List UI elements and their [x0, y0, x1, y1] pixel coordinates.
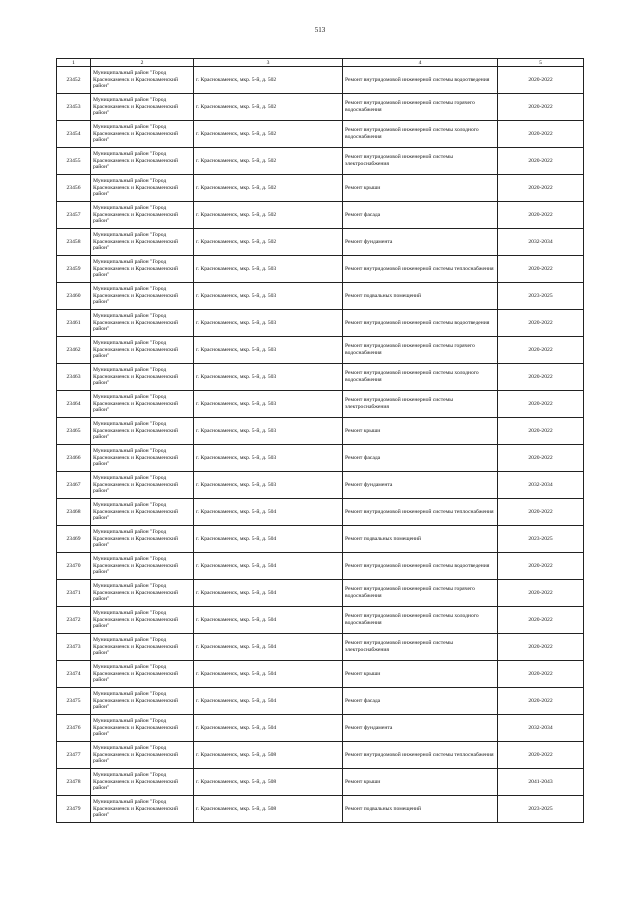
municipality-cell: Муниципальный район "Город Краснокаменск и Краснокаменский район": [91, 526, 194, 553]
municipality-cell: Муниципальный район "Город Краснокаменск и Краснокаменский район": [91, 364, 194, 391]
table-row: [57, 202, 584, 229]
work-type-cell: Ремонт внутридомовой инженерной системы горячего водоснабжения: [343, 337, 498, 364]
municipality-cell: Муниципальный район "Город Краснокаменск и Краснокаменский район": [91, 121, 194, 148]
table-row: [57, 310, 584, 337]
row-number-cell: 23460: [57, 283, 91, 310]
row-number-cell: 23476: [57, 715, 91, 742]
row-number-cell: 23464: [57, 391, 91, 418]
address-cell: г. Краснокаменск, мкр. 5-й, д. 503: [194, 364, 343, 391]
period-cell: 2032-2034: [498, 472, 584, 499]
row-number-cell: 23471: [57, 580, 91, 607]
table-row: [57, 715, 584, 742]
municipality-cell: Муниципальный район "Город Краснокаменск и Краснокаменский район": [91, 607, 194, 634]
municipality-cell: Муниципальный район "Город Краснокаменск и Краснокаменский район": [91, 148, 194, 175]
municipality-cell: Муниципальный район "Город Краснокаменск и Краснокаменский район": [91, 580, 194, 607]
municipality-cell: Муниципальный район "Город Краснокаменск и Краснокаменский район": [91, 310, 194, 337]
municipality-cell: Муниципальный район "Город Краснокаменск и Краснокаменский район": [91, 742, 194, 769]
row-number-cell: 23452: [57, 67, 91, 94]
address-cell: г. Краснокаменск, мкр. 5-й, д. 503: [194, 418, 343, 445]
work-type-cell: Ремонт фундамента: [343, 715, 498, 742]
table-row: [57, 553, 584, 580]
table-row: [57, 229, 584, 256]
table-row: [57, 742, 584, 769]
table-row: [57, 337, 584, 364]
address-cell: г. Краснокаменск, мкр. 5-й, д. 504: [194, 715, 343, 742]
period-cell: 2020-2022: [498, 742, 584, 769]
row-number-cell: 23463: [57, 364, 91, 391]
work-type-cell: Ремонт фасада: [343, 202, 498, 229]
work-type-cell: Ремонт внутридомовой инженерной системы теплоснабжения: [343, 256, 498, 283]
address-cell: г. Краснокаменск, мкр. 5-й, д. 504: [194, 580, 343, 607]
period-cell: 2020-2022: [498, 445, 584, 472]
address-cell: г. Краснокаменск, мкр. 5-й, д. 504: [194, 661, 343, 688]
row-number-cell: 23472: [57, 607, 91, 634]
row-number-cell: 23454: [57, 121, 91, 148]
row-number-cell: 23455: [57, 148, 91, 175]
municipality-cell: Муниципальный район "Город Краснокаменск и Краснокаменский район": [91, 202, 194, 229]
column-header-3: 3: [194, 59, 343, 67]
municipality-cell: Муниципальный район "Город Краснокаменск и Краснокаменский район": [91, 445, 194, 472]
period-cell: 2023-2025: [498, 796, 584, 823]
address-cell: г. Краснокаменск, мкр. 5-й, д. 503: [194, 256, 343, 283]
work-type-cell: Ремонт внутридомовой инженерной системы горячего водоснабжения: [343, 94, 498, 121]
municipality-cell: Муниципальный район "Город Краснокаменск и Краснокаменский район": [91, 283, 194, 310]
work-type-cell: Ремонт фундамента: [343, 229, 498, 256]
address-cell: г. Краснокаменск, мкр. 5-й, д. 508: [194, 742, 343, 769]
work-type-cell: Ремонт внутридомовой инженерной системы теплоснабжения: [343, 742, 498, 769]
municipality-cell: Муниципальный район "Город Краснокаменск и Краснокаменский район": [91, 256, 194, 283]
row-number-cell: 23453: [57, 94, 91, 121]
row-number-cell: 23459: [57, 256, 91, 283]
period-cell: 2020-2022: [498, 148, 584, 175]
period-cell: 2020-2022: [498, 688, 584, 715]
address-cell: г. Краснокаменск, мкр. 5-й, д. 504: [194, 607, 343, 634]
table-row: [57, 283, 584, 310]
address-cell: г. Краснокаменск, мкр. 5-й, д. 503: [194, 472, 343, 499]
period-cell: 2032-2034: [498, 229, 584, 256]
table-row: [57, 67, 584, 94]
table-header: [57, 59, 584, 67]
table-row: [57, 418, 584, 445]
row-number-cell: 23477: [57, 742, 91, 769]
address-cell: г. Краснокаменск, мкр. 5-й, д. 504: [194, 526, 343, 553]
period-cell: 2020-2022: [498, 499, 584, 526]
municipality-cell: Муниципальный район "Город Краснокаменск и Краснокаменский район": [91, 769, 194, 796]
row-number-cell: 23469: [57, 526, 91, 553]
row-number-cell: 23479: [57, 796, 91, 823]
address-cell: г. Краснокаменск, мкр. 5-й, д. 502: [194, 229, 343, 256]
table-body: [57, 67, 584, 823]
row-number-cell: 23478: [57, 769, 91, 796]
work-type-cell: Ремонт внутридомовой инженерной системы водоотведения: [343, 67, 498, 94]
municipality-cell: Муниципальный район "Город Краснокаменск и Краснокаменский район": [91, 634, 194, 661]
row-number-cell: 23467: [57, 472, 91, 499]
work-type-cell: Ремонт подвальных помещений: [343, 526, 498, 553]
work-type-cell: Ремонт внутридомовой инженерной системы теплоснабжения: [343, 499, 498, 526]
row-number-cell: 23466: [57, 445, 91, 472]
period-cell: 2041-2043: [498, 769, 584, 796]
work-type-cell: Ремонт внутридомовой инженерной системы электроснабжения: [343, 634, 498, 661]
address-cell: г. Краснокаменск, мкр. 5-й, д. 504: [194, 553, 343, 580]
table-row: [57, 688, 584, 715]
municipality-cell: Муниципальный район "Город Краснокаменск и Краснокаменский район": [91, 337, 194, 364]
municipality-cell: Муниципальный район "Город Краснокаменск и Краснокаменский район": [91, 67, 194, 94]
municipality-cell: Муниципальный район "Город Краснокаменск и Краснокаменский район": [91, 715, 194, 742]
address-cell: г. Краснокаменск, мкр. 5-й, д. 502: [194, 94, 343, 121]
table-row: [57, 607, 584, 634]
work-type-cell: Ремонт фасада: [343, 688, 498, 715]
address-cell: г. Краснокаменск, мкр. 5-й, д. 508: [194, 769, 343, 796]
table-row: [57, 580, 584, 607]
address-cell: г. Краснокаменск, мкр. 5-й, д. 503: [194, 337, 343, 364]
column-header-1: 1: [57, 59, 91, 67]
row-number-cell: 23475: [57, 688, 91, 715]
municipality-cell: Муниципальный район "Город Краснокаменск и Краснокаменский район": [91, 391, 194, 418]
work-type-cell: Ремонт фасада: [343, 445, 498, 472]
address-cell: г. Краснокаменск, мкр. 5-й, д. 503: [194, 310, 343, 337]
period-cell: 2020-2022: [498, 121, 584, 148]
table-row: [57, 148, 584, 175]
period-cell: 2020-2022: [498, 175, 584, 202]
municipality-cell: Муниципальный район "Город Краснокаменск и Краснокаменский район": [91, 661, 194, 688]
address-cell: г. Краснокаменск, мкр. 5-й, д. 502: [194, 67, 343, 94]
table-row: [57, 769, 584, 796]
period-cell: 2020-2022: [498, 202, 584, 229]
period-cell: 2023-2025: [498, 526, 584, 553]
work-type-cell: Ремонт подвальных помещений: [343, 283, 498, 310]
table-row: [57, 391, 584, 418]
column-header-5: 5: [498, 59, 584, 67]
work-type-cell: Ремонт внутридомовой инженерной системы водоотведения: [343, 553, 498, 580]
table-row: [57, 526, 584, 553]
period-cell: 2023-2025: [498, 283, 584, 310]
municipality-cell: Муниципальный район "Город Краснокаменск и Краснокаменский район": [91, 94, 194, 121]
work-type-cell: Ремонт подвальных помещений: [343, 796, 498, 823]
municipality-cell: Муниципальный район "Город Краснокаменск и Краснокаменский район": [91, 796, 194, 823]
address-cell: г. Краснокаменск, мкр. 5-й, д. 508: [194, 796, 343, 823]
period-cell: 2020-2022: [498, 94, 584, 121]
municipality-cell: Муниципальный район "Город Краснокаменск и Краснокаменский район": [91, 553, 194, 580]
address-cell: г. Краснокаменск, мкр. 5-й, д. 504: [194, 688, 343, 715]
period-cell: 2020-2022: [498, 391, 584, 418]
period-cell: 2020-2022: [498, 310, 584, 337]
work-type-cell: Ремонт крыши: [343, 418, 498, 445]
row-number-cell: 23458: [57, 229, 91, 256]
row-number-cell: 23456: [57, 175, 91, 202]
municipality-cell: Муниципальный район "Город Краснокаменск и Краснокаменский район": [91, 229, 194, 256]
row-number-cell: 23462: [57, 337, 91, 364]
period-cell: 2020-2022: [498, 580, 584, 607]
work-type-cell: Ремонт внутридомовой инженерной системы электроснабжения: [343, 148, 498, 175]
work-type-cell: Ремонт внутридомовой инженерной системы холодного водоснабжения: [343, 121, 498, 148]
work-type-cell: Ремонт внутридомовой инженерной системы водоотведения: [343, 310, 498, 337]
table-row: [57, 634, 584, 661]
work-type-cell: Ремонт крыши: [343, 661, 498, 688]
column-header-2: 2: [91, 59, 194, 67]
period-cell: 2020-2022: [498, 364, 584, 391]
table-row: [57, 121, 584, 148]
work-type-cell: Ремонт крыши: [343, 769, 498, 796]
address-cell: г. Краснокаменск, мкр. 5-й, д. 502: [194, 148, 343, 175]
municipality-cell: Муниципальный район "Город Краснокаменск и Краснокаменский район": [91, 418, 194, 445]
work-type-cell: Ремонт внутридомовой инженерной системы горячего водоснабжения: [343, 580, 498, 607]
address-cell: г. Краснокаменск, мкр. 5-й, д. 503: [194, 391, 343, 418]
period-cell: 2020-2022: [498, 553, 584, 580]
municipality-cell: Муниципальный район "Город Краснокаменск и Краснокаменский район": [91, 499, 194, 526]
address-cell: г. Краснокаменск, мкр. 5-й, д. 502: [194, 121, 343, 148]
table-row: [57, 175, 584, 202]
row-number-cell: 23461: [57, 310, 91, 337]
address-cell: г. Краснокаменск, мкр. 5-й, д. 502: [194, 175, 343, 202]
row-number-cell: 23457: [57, 202, 91, 229]
row-number-cell: 23468: [57, 499, 91, 526]
period-cell: 2032-2034: [498, 715, 584, 742]
page-number: 513: [314, 26, 326, 34]
table-row: [57, 364, 584, 391]
municipality-cell: Муниципальный район "Город Краснокаменск и Краснокаменский район": [91, 175, 194, 202]
row-number-cell: 23465: [57, 418, 91, 445]
address-cell: г. Краснокаменск, мкр. 5-й, д. 503: [194, 283, 343, 310]
table-row: [57, 661, 584, 688]
table-row: [57, 499, 584, 526]
work-type-cell: Ремонт крыши: [343, 175, 498, 202]
table-row: [57, 472, 584, 499]
address-cell: г. Краснокаменск, мкр. 5-й, д. 503: [194, 445, 343, 472]
table-row: [57, 256, 584, 283]
period-cell: 2020-2022: [498, 256, 584, 283]
work-type-cell: Ремонт внутридомовой инженерной системы холодного водоснабжения: [343, 607, 498, 634]
table-row: [57, 94, 584, 121]
header-row: [57, 59, 584, 67]
row-number-cell: 23473: [57, 634, 91, 661]
column-header-4: 4: [343, 59, 498, 67]
table-row: [57, 445, 584, 472]
period-cell: 2020-2022: [498, 607, 584, 634]
row-number-cell: 23470: [57, 553, 91, 580]
address-cell: г. Краснокаменск, мкр. 5-й, д. 504: [194, 634, 343, 661]
municipality-cell: Муниципальный район "Город Краснокаменск и Краснокаменский район": [91, 472, 194, 499]
period-cell: 2020-2022: [498, 634, 584, 661]
table-row: [57, 796, 584, 823]
period-cell: 2020-2022: [498, 337, 584, 364]
municipality-cell: Муниципальный район "Город Краснокаменск и Краснокаменский район": [91, 688, 194, 715]
period-cell: 2020-2022: [498, 67, 584, 94]
registry-table: [56, 58, 584, 823]
row-number-cell: 23474: [57, 661, 91, 688]
period-cell: 2020-2022: [498, 661, 584, 688]
work-type-cell: Ремонт фундамента: [343, 472, 498, 499]
work-type-cell: Ремонт внутридомовой инженерной системы холодного водоснабжения: [343, 364, 498, 391]
work-type-cell: Ремонт внутридомовой инженерной системы электроснабжения: [343, 391, 498, 418]
period-cell: 2020-2022: [498, 418, 584, 445]
address-cell: г. Краснокаменск, мкр. 5-й, д. 504: [194, 499, 343, 526]
address-cell: г. Краснокаменск, мкр. 5-й, д. 502: [194, 202, 343, 229]
